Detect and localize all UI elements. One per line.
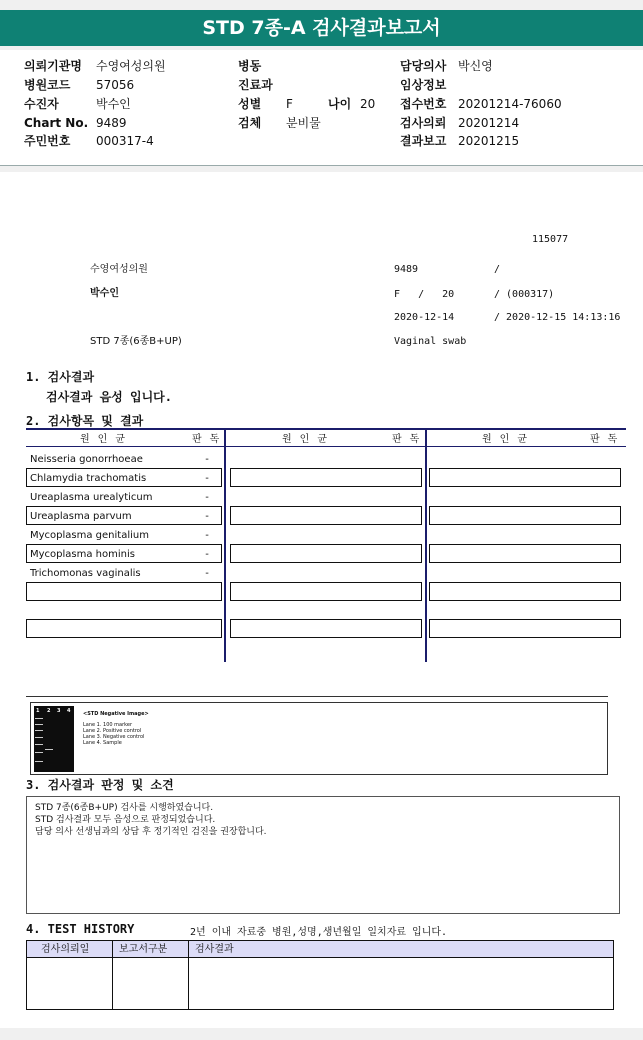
pathogen-name: Mycoplasma hominis — [30, 549, 135, 560]
report-label: 결과보고 — [400, 134, 447, 148]
section1-title: 1. 검사결과 — [26, 370, 95, 384]
ward-label: 병동 — [238, 59, 262, 73]
hospital-code-value: 57056 — [96, 78, 135, 92]
gel-lane-label: 2 — [47, 708, 51, 714]
institution-label: 의뢰기관명 — [24, 59, 82, 73]
cell-box — [230, 544, 422, 563]
clinical-label: 임상정보 — [400, 78, 447, 92]
age-value: 20 — [360, 97, 376, 111]
gel-top-rule — [26, 696, 608, 697]
sex-value: F — [286, 97, 293, 111]
opinion-line: STD 7종(6종B+UP) 검사를 시행하였습니다. — [35, 803, 214, 813]
dept-label: 진료과 — [238, 78, 273, 92]
col-result-3: 판 독 — [590, 434, 619, 445]
chart-label: Chart No. — [24, 116, 89, 130]
history-table-header — [27, 941, 613, 958]
column-divider-2 — [425, 428, 427, 662]
resident-label: 주민번호 — [24, 134, 71, 148]
history-col-report-type: 보고서구분 — [119, 944, 168, 955]
report-resident: / (000317) — [494, 289, 555, 300]
pathogen-result: - — [205, 568, 209, 579]
report-page — [0, 172, 643, 1028]
pathogen-name: Neisseria gonorrhoeae — [30, 454, 143, 465]
doctor-value: 박신영 — [458, 59, 493, 73]
gel-lane-label: 3 — [57, 708, 61, 714]
results-table-header-rule — [26, 446, 626, 447]
cell-box — [230, 619, 422, 638]
report-chart: 9489 — [394, 264, 419, 275]
report-patient: 박수인 — [90, 288, 119, 299]
report-chart-separator: / — [494, 264, 501, 275]
request-value: 20201214 — [458, 116, 520, 130]
opinion-box — [26, 796, 620, 914]
gel-electrophoresis-image — [34, 706, 74, 772]
gel-legend — [83, 711, 149, 746]
pathogen-name: Ureaplasma parvum — [30, 511, 132, 522]
gel-legend-line: Lane 1. 100 marker — [83, 722, 133, 728]
result-summary: 검사결과 음성 입니다. — [46, 390, 173, 404]
history-col-divider — [188, 941, 189, 1009]
history-note: 2년 이내 자료중 병원,성명,생년월일 일치자료 입니다. — [190, 927, 448, 938]
opinion-line: 담당 의사 선생님과의 상담 후 정기적인 검진을 권장합니다. — [35, 827, 267, 837]
cell-box — [230, 582, 422, 601]
col-result-1: 판 독 — [192, 434, 221, 445]
opinion-line: STD 검사결과 모두 음성으로 판정되었습니다. — [35, 815, 216, 825]
specimen-value: 분비물 — [286, 116, 321, 130]
column-divider-1 — [224, 428, 226, 662]
cell-box — [26, 582, 222, 601]
report-test-name: STD 7종(6종B+UP) — [90, 336, 182, 347]
gel-image-box — [30, 702, 608, 775]
cell-box — [429, 506, 621, 525]
section2-title: 2. 검사항목 및 결과 — [26, 414, 144, 428]
cell-box — [26, 619, 222, 638]
col-pathogen-3: 원 인 균 — [482, 434, 529, 445]
cell-box — [429, 544, 621, 563]
history-col-result: 검사결과 — [195, 944, 234, 955]
resident-value: 000317-4 — [96, 134, 154, 148]
report-datetime: / 2020-12-15 14:13:16 — [494, 312, 621, 323]
chart-value: 9489 — [96, 116, 127, 130]
report-request-date: 2020-12-14 — [394, 312, 455, 323]
request-label: 검사의뢰 — [400, 116, 447, 130]
patient-info-block — [0, 50, 643, 166]
pathogen-name: Trichomonas vaginalis — [30, 568, 141, 579]
gel-legend-line: Lane 2. Positive control — [83, 728, 142, 734]
report-specimen: Vaginal swab — [394, 336, 467, 347]
pathogen-result: - — [205, 549, 209, 560]
pathogen-name: Chlamydia trachomatis — [30, 473, 147, 484]
cell-box — [429, 468, 621, 487]
gel-legend-line: Lane 3. Negative control — [83, 734, 145, 740]
history-col-request-date: 검사의뢰일 — [41, 944, 90, 955]
history-col-divider — [112, 941, 113, 1009]
institution-value: 수영여성의원 — [96, 59, 166, 73]
history-table — [26, 940, 614, 1010]
col-pathogen-2: 원 인 균 — [282, 434, 329, 445]
report-clinic: 수영여성의원 — [90, 264, 148, 275]
pathogen-result: - — [205, 511, 209, 522]
report-title: STD 7종-A 검사결과보고서 — [0, 10, 643, 46]
cell-box — [429, 619, 621, 638]
sex-label: 성별 — [238, 97, 262, 111]
age-label: 나이 — [328, 97, 352, 111]
col-pathogen-1: 원 인 균 — [80, 434, 127, 445]
pathogen-name: Ureaplasma urealyticum — [30, 492, 153, 503]
section3-title: 3. 검사결과 판정 및 소견 — [26, 778, 174, 792]
cell-box — [230, 468, 422, 487]
hospital-code-label: 병원코드 — [24, 78, 71, 92]
gel-legend-title: <STD Negative Image> — [83, 711, 149, 717]
pathogen-name: Mycoplasma genitalium — [30, 530, 149, 541]
pathogen-result: - — [205, 454, 209, 465]
gel-lane-label: 4 — [67, 708, 71, 714]
doctor-label: 담당의사 — [400, 59, 447, 73]
cell-box — [230, 506, 422, 525]
receipt-label: 접수번호 — [400, 97, 447, 111]
patient-value: 박수인 — [96, 97, 131, 111]
report-value: 20201215 — [458, 134, 520, 148]
section4-title: 4. TEST HISTORY — [26, 922, 135, 936]
patient-label: 수진자 — [24, 97, 59, 111]
pathogen-result: - — [205, 530, 209, 541]
specimen-label: 검체 — [238, 116, 262, 130]
col-result-2: 판 독 — [392, 434, 421, 445]
gel-lane-label: 1 — [36, 708, 40, 714]
pathogen-result: - — [205, 492, 209, 503]
report-sex-age: F / 20 — [394, 289, 455, 300]
pathogen-result: - — [205, 473, 209, 484]
report-code: 115077 — [532, 234, 569, 245]
gel-legend-line: Lane 4. Sample — [83, 740, 122, 746]
receipt-value: 20201214-76060 — [458, 97, 562, 111]
cell-box — [429, 582, 621, 601]
